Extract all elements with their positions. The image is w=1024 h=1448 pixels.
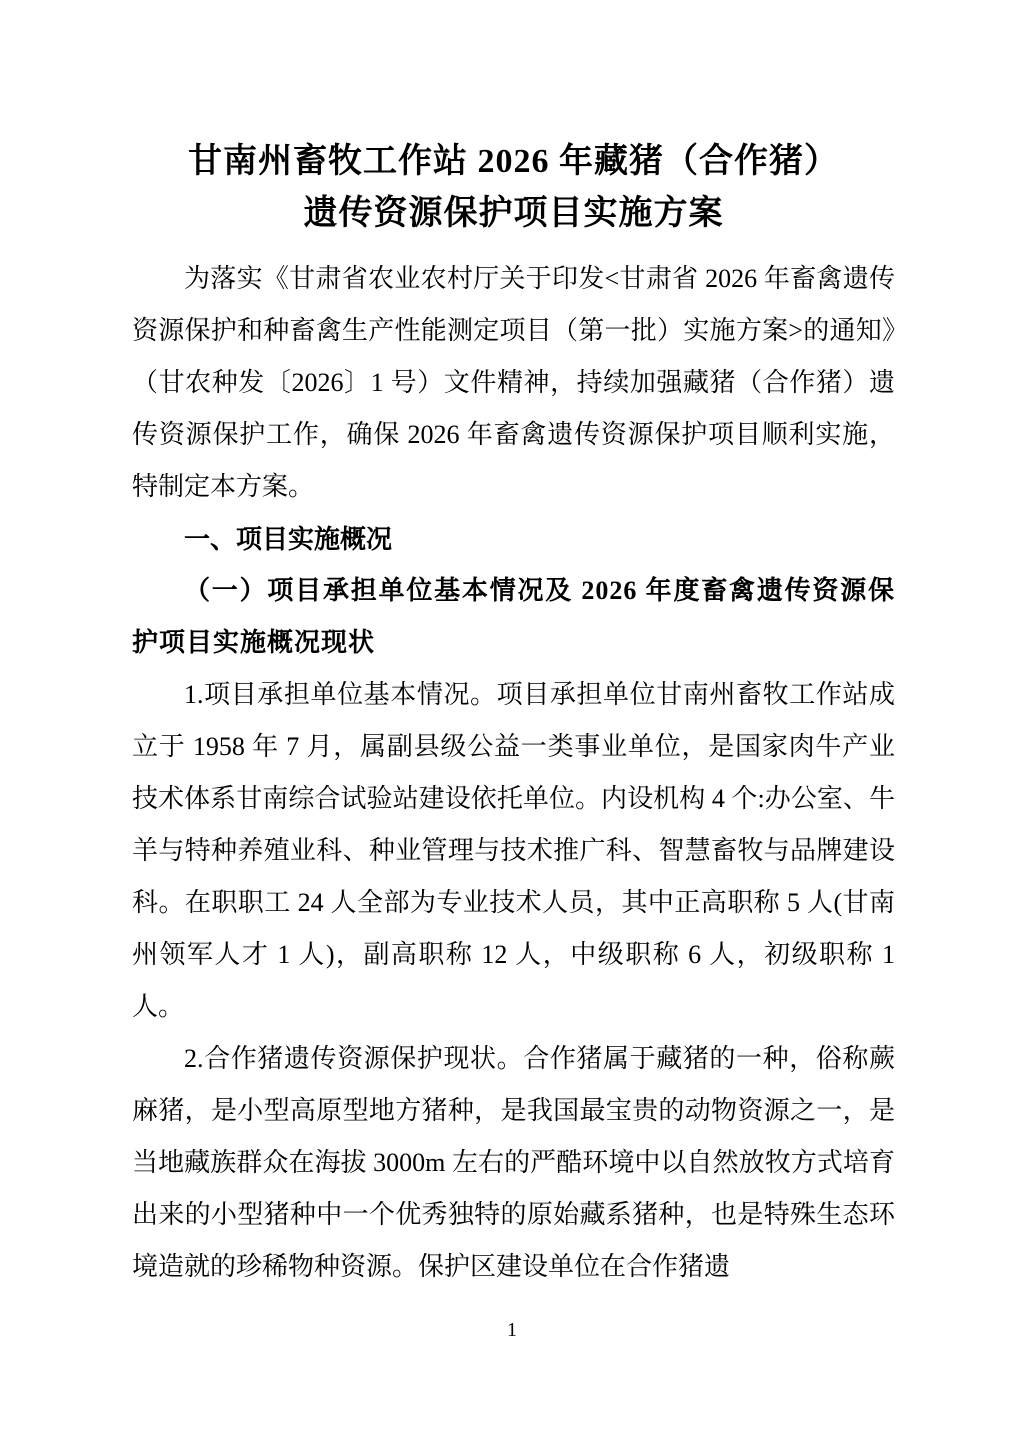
document-title-line-1: 甘南州畜牧工作站 2026 年藏猪（合作猪） [188,143,839,180]
page-footer [0,1316,1024,1344]
page-number: 1 [507,1319,517,1341]
paragraph-unit-overview: 1.项目承担单位基本情况。项目承担单位甘南州畜牧工作站成立于 1958 年 7 月，属副县级公益一类事业单位，是国家肉牛产业技术体系甘南综合试验站建设依托单位。内设机构 4 个:办公室、牛羊与特种养殖业科、种业管理与技术推广科、智慧畜牧与品牌建设科。在职职工 24 人全部为专业技术人员，其中正高职称 5 人(甘南州领军人才 1 人)，副高职称 12 人，中级职称 6 人，初级职称 1 人。 [132,680,895,1021]
section-1-1-heading: （一）项目承担单位基本情况及 2026 年度畜禽遗传资源保护项目实施概况现状 [132,576,895,657]
intro-paragraph: 为落实《甘肃省农业农村厅关于印发<甘肃省 2026 年畜禽遗传资源保护和种畜禽生产性能测定项目（第一批）实施方案>的通知》（甘农种发〔2026〕1 号）文件精神，持续加强藏猪（合作猪）遗传资源保护工作，确保 2026 年畜禽遗传资源保护项目顺利实施，特制定本方案。 [132,264,895,501]
section-1-heading: 一、项目实施概况 [184,524,393,554]
paragraph-conservation-status: 2.合作猪遗传资源保护现状。合作猪属于藏猪的一种，俗称蕨麻猪，是小型高原型地方猪种，是我国最宝贵的动物资源之一，是当地藏族群众在海拔 3000m 左右的严酷环境中以自然放牧方式培育出来的小型猪种中一个优秀独特的原始藏系猪种，也是特殊生态环境造就的珍稀物种资源。保护区建设单位在合作猪遗 [132,1044,895,1281]
document-content [132,136,895,1293]
document-title [132,136,895,240]
document-title-line-2: 遗传资源保护项目实施方案 [303,195,724,232]
